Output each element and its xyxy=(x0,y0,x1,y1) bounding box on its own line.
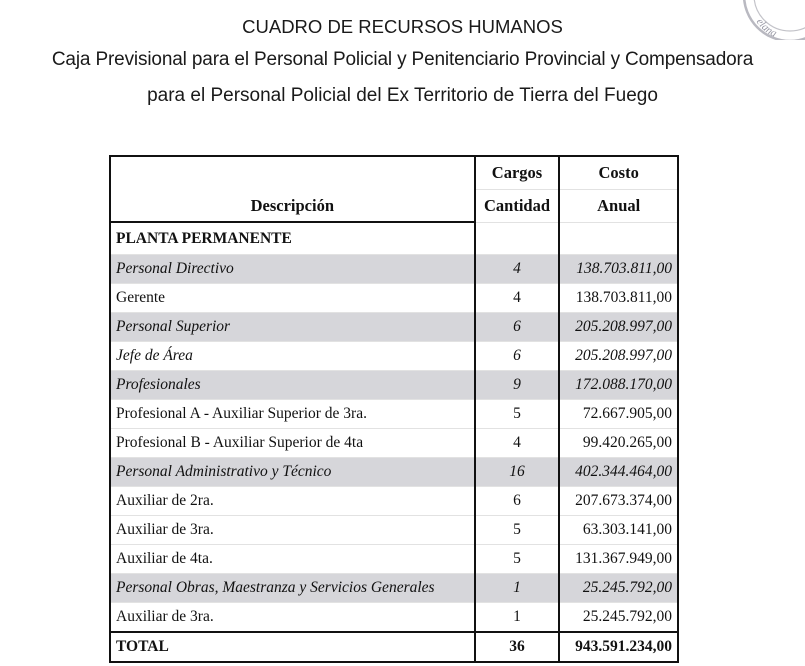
section-label: PLANTA PERMANENTE xyxy=(110,222,475,255)
table-row xyxy=(110,603,678,633)
row-description: Auxiliar de 4ta. xyxy=(110,545,475,574)
row-description: Gerente xyxy=(110,284,475,313)
table-header-row xyxy=(110,156,678,189)
row-description: Profesionales xyxy=(110,371,475,400)
row-description: Personal Obras, Maestranza y Servicios Generales xyxy=(110,574,475,603)
row-annual-cost: 138.703.811,00 xyxy=(559,284,678,313)
row-description: Personal Directivo xyxy=(110,255,475,284)
row-quantity: 5 xyxy=(475,400,560,429)
row-annual-cost: 138.703.811,00 xyxy=(559,255,678,284)
row-description: Auxiliar de 2ra. xyxy=(110,487,475,516)
row-annual-cost: 205.208.997,00 xyxy=(559,342,678,371)
row-quantity: 1 xyxy=(475,603,560,633)
table-row xyxy=(110,429,678,458)
row-annual-cost: 63.303.141,00 xyxy=(559,516,678,545)
table-row xyxy=(110,487,678,516)
row-annual-cost: 207.673.374,00 xyxy=(559,487,678,516)
total-qty: 36 xyxy=(475,632,560,662)
official-seal-stamp xyxy=(730,0,805,40)
row-quantity: 1 xyxy=(475,574,560,603)
row-annual-cost: 25.245.792,00 xyxy=(559,574,678,603)
row-quantity: 5 xyxy=(475,545,560,574)
total-row xyxy=(110,632,678,662)
seal-text: elana xyxy=(753,16,779,40)
group-row xyxy=(110,458,678,487)
header-cantidad: Cantidad xyxy=(475,189,560,222)
human-resources-table xyxy=(109,155,679,663)
row-annual-cost: 131.367.949,00 xyxy=(559,545,678,574)
group-row xyxy=(110,371,678,400)
section-amount-empty xyxy=(559,222,678,255)
row-annual-cost: 205.208.997,00 xyxy=(559,313,678,342)
document-subtitle-line2: para el Personal Policial del Ex Territorio de Tierra del Fuego xyxy=(147,85,658,106)
table-row xyxy=(110,545,678,574)
section-row-planta-permanente xyxy=(110,222,678,255)
row-quantity: 4 xyxy=(475,284,560,313)
row-description: Personal Superior xyxy=(110,313,475,342)
header-anual: Anual xyxy=(559,189,678,222)
table-row xyxy=(110,516,678,545)
table-row xyxy=(110,342,678,371)
table-row xyxy=(110,284,678,313)
row-quantity: 16 xyxy=(475,458,560,487)
row-quantity: 4 xyxy=(475,429,560,458)
document-title: CUADRO DE RECURSOS HUMANOS xyxy=(242,16,563,37)
header-cargos: Cargos xyxy=(475,156,560,189)
row-description: Auxiliar de 3ra. xyxy=(110,516,475,545)
row-description: Profesional A - Auxiliar Superior de 3ra. xyxy=(110,400,475,429)
row-annual-cost: 25.245.792,00 xyxy=(559,603,678,633)
row-quantity: 6 xyxy=(475,487,560,516)
row-description: Jefe de Área xyxy=(110,342,475,371)
row-quantity: 5 xyxy=(475,516,560,545)
header-descripcion: Descripción xyxy=(110,156,475,222)
document-subtitle-line1: Caja Previsional para el Personal Policial y Penitenciario Provincial y Compensadora xyxy=(51,49,754,70)
table-row xyxy=(110,400,678,429)
group-row xyxy=(110,255,678,284)
group-row xyxy=(110,574,678,603)
row-quantity: 6 xyxy=(475,342,560,371)
row-description: Personal Administrativo y Técnico xyxy=(110,458,475,487)
row-quantity: 6 xyxy=(475,313,560,342)
row-annual-cost: 72.667.905,00 xyxy=(559,400,678,429)
section-qty-empty xyxy=(475,222,560,255)
row-quantity: 4 xyxy=(475,255,560,284)
group-row xyxy=(110,313,678,342)
total-label: TOTAL xyxy=(110,632,475,662)
header-costo: Costo xyxy=(559,156,678,189)
row-annual-cost: 99.420.265,00 xyxy=(559,429,678,458)
total-amount: 943.591.234,00 xyxy=(559,632,678,662)
row-annual-cost: 172.088.170,00 xyxy=(559,371,678,400)
row-annual-cost: 402.344.464,00 xyxy=(559,458,678,487)
row-description: Auxiliar de 3ra. xyxy=(110,603,475,633)
row-quantity: 9 xyxy=(475,371,560,400)
row-description: Profesional B - Auxiliar Superior de 4ta xyxy=(110,429,475,458)
